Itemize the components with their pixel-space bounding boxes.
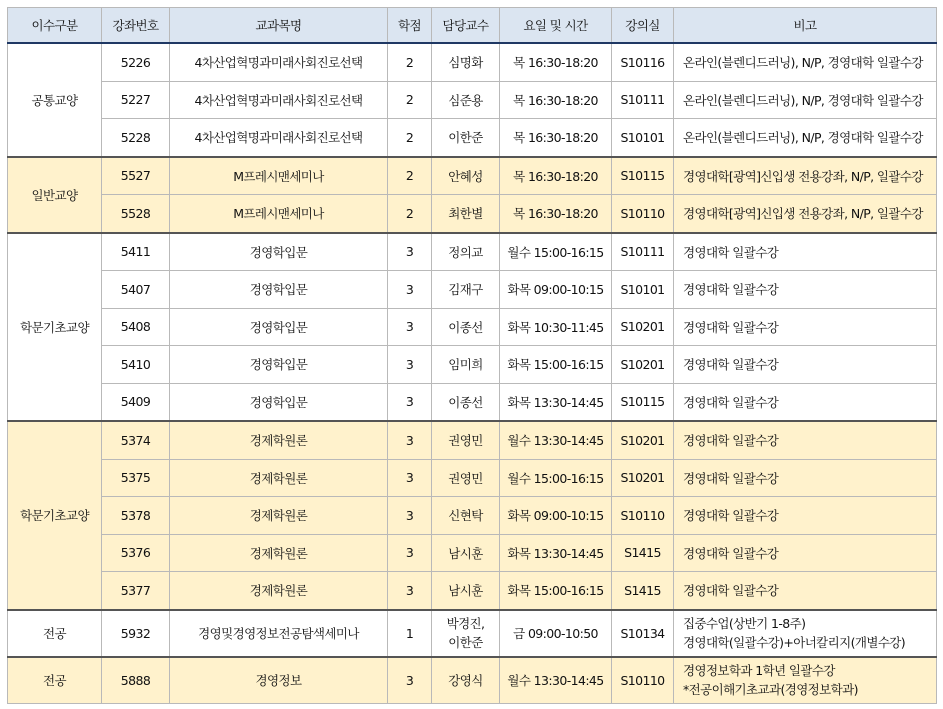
note-cell: 경영대학 일괄수강 bbox=[674, 572, 937, 610]
code-cell: 5374 bbox=[102, 421, 170, 459]
category-cell: 전공 bbox=[8, 657, 102, 704]
room-cell: S1415 bbox=[612, 534, 674, 572]
room-cell: S10101 bbox=[612, 271, 674, 309]
room-cell: S10134 bbox=[612, 610, 674, 657]
category-cell: 학문기초교양 bbox=[8, 233, 102, 422]
header-professor: 담당교수 bbox=[432, 8, 500, 44]
time-cell: 목 16:30-18:20 bbox=[500, 81, 612, 119]
course-schedule bbox=[7, 7, 937, 704]
course-cell: 경제학원론 bbox=[170, 572, 388, 610]
credit-cell: 2 bbox=[388, 157, 432, 195]
course-cell: M프레시맨세미나 bbox=[170, 157, 388, 195]
room-cell: S10110 bbox=[612, 195, 674, 233]
category-cell: 일반교양 bbox=[8, 157, 102, 233]
table-row bbox=[8, 459, 937, 497]
course-cell: M프레시맨세미나 bbox=[170, 195, 388, 233]
room-cell: S1415 bbox=[612, 572, 674, 610]
course-cell: 경영및경영정보전공탐색세미나 bbox=[170, 610, 388, 657]
credit-cell: 2 bbox=[388, 81, 432, 119]
course-cell: 경제학원론 bbox=[170, 497, 388, 535]
table-row bbox=[8, 534, 937, 572]
header-row bbox=[8, 8, 937, 44]
code-cell: 5228 bbox=[102, 119, 170, 157]
professor-cell: 이종선 bbox=[432, 308, 500, 346]
table-row bbox=[8, 497, 937, 535]
note-cell: 경영대학 일괄수강 bbox=[674, 459, 937, 497]
note-cell: 온라인(블렌디드러닝), N/P, 경영대학 일괄수강 bbox=[674, 119, 937, 157]
table-row bbox=[8, 119, 937, 157]
course-cell: 4차산업혁명과미래사회진로선택 bbox=[170, 119, 388, 157]
credit-cell: 2 bbox=[388, 43, 432, 81]
professor-cell: 임미희 bbox=[432, 346, 500, 384]
room-cell: S10201 bbox=[612, 459, 674, 497]
credit-cell: 3 bbox=[388, 308, 432, 346]
note-cell: 경영대학[광역]신입생 전용강좌, N/P, 일괄수강 bbox=[674, 195, 937, 233]
time-cell: 월수 13:30-14:45 bbox=[500, 421, 612, 459]
credit-cell: 3 bbox=[388, 572, 432, 610]
category-cell: 전공 bbox=[8, 610, 102, 657]
professor-cell: 남시훈 bbox=[432, 534, 500, 572]
table-row bbox=[8, 195, 937, 233]
table-row bbox=[8, 308, 937, 346]
credit-cell: 3 bbox=[388, 233, 432, 271]
course-cell: 경영정보 bbox=[170, 657, 388, 704]
credit-cell: 3 bbox=[388, 534, 432, 572]
course-cell: 경영학입문 bbox=[170, 271, 388, 309]
credit-cell: 3 bbox=[388, 459, 432, 497]
time-cell: 월수 13:30-14:45 bbox=[500, 657, 612, 704]
professor-cell: 김재구 bbox=[432, 271, 500, 309]
professor-cell: 남시훈 bbox=[432, 572, 500, 610]
category-cell: 학문기초교양 bbox=[8, 421, 102, 610]
time-cell: 화목 13:30-14:45 bbox=[500, 383, 612, 421]
credit-cell: 3 bbox=[388, 346, 432, 384]
professor-cell: 권영민 bbox=[432, 421, 500, 459]
professor-line: 이한준 bbox=[448, 635, 483, 650]
time-cell: 화목 15:00-16:15 bbox=[500, 346, 612, 384]
note-cell: 경영대학 일괄수강 bbox=[674, 346, 937, 384]
code-cell: 5375 bbox=[102, 459, 170, 497]
professor-line: 박경진, bbox=[446, 616, 485, 631]
table-row bbox=[8, 271, 937, 309]
table-row bbox=[8, 421, 937, 459]
course-cell: 경영학입문 bbox=[170, 383, 388, 421]
code-cell: 5409 bbox=[102, 383, 170, 421]
room-cell: S10101 bbox=[612, 119, 674, 157]
note-line: 경영정보학과 1학년 일괄수강 bbox=[683, 663, 835, 678]
professor-cell: 정의교 bbox=[432, 233, 500, 271]
table-row bbox=[8, 346, 937, 384]
professor-cell: 강영식 bbox=[432, 657, 500, 704]
header-code: 강좌번호 bbox=[102, 8, 170, 44]
code-cell: 5410 bbox=[102, 346, 170, 384]
professor-cell: 이한준 bbox=[432, 119, 500, 157]
header-time: 요일 및 시간 bbox=[500, 8, 612, 44]
time-cell: 목 16:30-18:20 bbox=[500, 157, 612, 195]
header-room: 강의실 bbox=[612, 8, 674, 44]
professor-cell: 안혜성 bbox=[432, 157, 500, 195]
credit-cell: 3 bbox=[388, 271, 432, 309]
table-row bbox=[8, 43, 937, 81]
professor-cell: 심준용 bbox=[432, 81, 500, 119]
note-cell: 경영대학 일괄수강 bbox=[674, 383, 937, 421]
room-cell: S10201 bbox=[612, 421, 674, 459]
professor-cell: 심명화 bbox=[432, 43, 500, 81]
note-cell: 경영대학 일괄수강 bbox=[674, 233, 937, 271]
credit-cell: 3 bbox=[388, 421, 432, 459]
professor-cell: 최한별 bbox=[432, 195, 500, 233]
code-cell: 5888 bbox=[102, 657, 170, 704]
room-cell: S10115 bbox=[612, 383, 674, 421]
time-cell: 월수 15:00-16:15 bbox=[500, 459, 612, 497]
credit-cell: 1 bbox=[388, 610, 432, 657]
room-cell: S10116 bbox=[612, 43, 674, 81]
note-cell bbox=[674, 610, 937, 657]
room-cell: S10201 bbox=[612, 346, 674, 384]
note-cell: 경영대학 일괄수강 bbox=[674, 497, 937, 535]
table-row bbox=[8, 233, 937, 271]
code-cell: 5378 bbox=[102, 497, 170, 535]
code-cell: 5932 bbox=[102, 610, 170, 657]
time-cell: 목 16:30-18:20 bbox=[500, 195, 612, 233]
room-cell: S10110 bbox=[612, 657, 674, 704]
course-table bbox=[7, 7, 937, 704]
professor-cell bbox=[432, 610, 500, 657]
course-cell: 경제학원론 bbox=[170, 421, 388, 459]
note-cell: 경영대학 일괄수강 bbox=[674, 421, 937, 459]
note-cell: 온라인(블렌디드러닝), N/P, 경영대학 일괄수강 bbox=[674, 43, 937, 81]
code-cell: 5527 bbox=[102, 157, 170, 195]
header-course: 교과목명 bbox=[170, 8, 388, 44]
note-cell bbox=[674, 657, 937, 704]
code-cell: 5528 bbox=[102, 195, 170, 233]
course-cell: 경영학입문 bbox=[170, 233, 388, 271]
room-cell: S10111 bbox=[612, 81, 674, 119]
header-credit: 학점 bbox=[388, 8, 432, 44]
note-line: *전공이해기초교과(경영정보학과) bbox=[683, 682, 858, 697]
credit-cell: 2 bbox=[388, 195, 432, 233]
code-cell: 5226 bbox=[102, 43, 170, 81]
course-cell: 경영학입문 bbox=[170, 346, 388, 384]
note-cell: 경영대학 일괄수강 bbox=[674, 308, 937, 346]
course-cell: 경제학원론 bbox=[170, 534, 388, 572]
time-cell: 화목 10:30-11:45 bbox=[500, 308, 612, 346]
time-cell: 화목 13:30-14:45 bbox=[500, 534, 612, 572]
course-cell: 4차산업혁명과미래사회진로선택 bbox=[170, 43, 388, 81]
time-cell: 화목 15:00-16:15 bbox=[500, 572, 612, 610]
time-cell: 목 16:30-18:20 bbox=[500, 43, 612, 81]
credit-cell: 3 bbox=[388, 497, 432, 535]
credit-cell: 3 bbox=[388, 657, 432, 704]
table-body bbox=[8, 43, 937, 703]
credit-cell: 3 bbox=[388, 383, 432, 421]
professor-cell: 신현탁 bbox=[432, 497, 500, 535]
time-cell: 화목 09:00-10:15 bbox=[500, 497, 612, 535]
time-cell: 화목 09:00-10:15 bbox=[500, 271, 612, 309]
table-row bbox=[8, 657, 937, 704]
course-cell: 경영학입문 bbox=[170, 308, 388, 346]
code-cell: 5408 bbox=[102, 308, 170, 346]
note-cell: 경영대학 일괄수강 bbox=[674, 534, 937, 572]
note-line: 경영대학(일괄수강)+아너칼리지(개별수강) bbox=[683, 635, 906, 650]
code-cell: 5376 bbox=[102, 534, 170, 572]
professor-cell: 이종선 bbox=[432, 383, 500, 421]
professor-cell: 권영민 bbox=[432, 459, 500, 497]
code-cell: 5227 bbox=[102, 81, 170, 119]
table-row bbox=[8, 81, 937, 119]
category-cell: 공통교양 bbox=[8, 43, 102, 157]
table-row bbox=[8, 157, 937, 195]
table-row bbox=[8, 383, 937, 421]
code-cell: 5407 bbox=[102, 271, 170, 309]
course-cell: 경제학원론 bbox=[170, 459, 388, 497]
room-cell: S10201 bbox=[612, 308, 674, 346]
time-cell: 목 16:30-18:20 bbox=[500, 119, 612, 157]
header-note: 비고 bbox=[674, 8, 937, 44]
time-cell: 월수 15:00-16:15 bbox=[500, 233, 612, 271]
credit-cell: 2 bbox=[388, 119, 432, 157]
time-cell: 금 09:00-10:50 bbox=[500, 610, 612, 657]
table-row bbox=[8, 572, 937, 610]
table-row bbox=[8, 610, 937, 657]
header-category: 이수구분 bbox=[8, 8, 102, 44]
room-cell: S10111 bbox=[612, 233, 674, 271]
room-cell: S10115 bbox=[612, 157, 674, 195]
note-cell: 경영대학 일괄수강 bbox=[674, 271, 937, 309]
code-cell: 5411 bbox=[102, 233, 170, 271]
note-cell: 경영대학[광역]신입생 전용강좌, N/P, 일괄수강 bbox=[674, 157, 937, 195]
code-cell: 5377 bbox=[102, 572, 170, 610]
note-cell: 온라인(블렌디드러닝), N/P, 경영대학 일괄수강 bbox=[674, 81, 937, 119]
course-cell: 4차산업혁명과미래사회진로선택 bbox=[170, 81, 388, 119]
note-line: 집중수업(상반기 1-8주) bbox=[683, 616, 806, 631]
room-cell: S10110 bbox=[612, 497, 674, 535]
